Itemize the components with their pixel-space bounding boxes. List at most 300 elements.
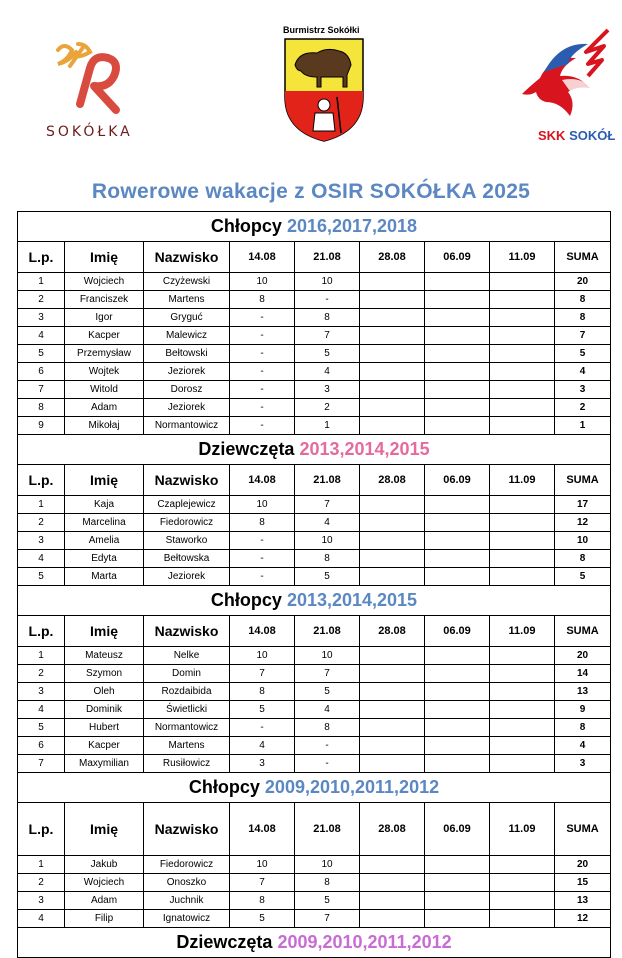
table-cell <box>360 417 425 435</box>
section-label: Chłopcy <box>210 216 287 236</box>
table-cell: - <box>230 568 295 586</box>
table-cell: Franciszek <box>65 291 144 309</box>
skk-falcon-icon <box>500 28 620 128</box>
logos-header <box>0 0 622 178</box>
table-cell: - <box>230 417 295 435</box>
results-sheet <box>17 211 599 958</box>
table-cell <box>490 363 555 381</box>
table-cell: Normantowicz <box>144 417 230 435</box>
section-label: Chłopcy <box>188 777 265 797</box>
sum-cell: 4 <box>555 363 611 381</box>
sum-cell: 8 <box>555 719 611 737</box>
column-header-row <box>18 616 611 647</box>
column-header: L.p. <box>18 465 65 496</box>
table-cell: Dorosz <box>144 381 230 399</box>
table-cell <box>425 910 490 928</box>
table-cell: Rozdaibida <box>144 683 230 701</box>
table-cell: 7 <box>295 665 360 683</box>
table-row <box>18 381 611 399</box>
table-cell <box>490 550 555 568</box>
table-cell: Kaja <box>65 496 144 514</box>
table-cell: 1 <box>18 496 65 514</box>
column-header: SUMA <box>555 616 611 647</box>
column-header: Imię <box>65 616 144 647</box>
table-cell: 7 <box>230 665 295 683</box>
table-cell: 2 <box>295 399 360 417</box>
section-years: 2009,2010,2011,2012 <box>277 932 452 952</box>
table-cell <box>490 496 555 514</box>
column-header: 21.08 <box>295 242 360 273</box>
coat-of-arms-icon <box>281 35 367 143</box>
table-cell: 5 <box>18 568 65 586</box>
table-row <box>18 719 611 737</box>
table-cell: Dominik <box>65 701 144 719</box>
table-row <box>18 874 611 892</box>
column-header: 11.09 <box>490 616 555 647</box>
table-cell: - <box>230 532 295 550</box>
column-header: L.p. <box>18 803 65 856</box>
table-cell <box>360 701 425 719</box>
table-row <box>18 701 611 719</box>
table-cell: 4 <box>18 327 65 345</box>
section-heading <box>18 928 611 958</box>
section-label: Dziewczęta <box>176 932 278 952</box>
table-cell: 10 <box>295 856 360 874</box>
table-row <box>18 345 611 363</box>
table-cell: 9 <box>18 417 65 435</box>
sum-cell: 15 <box>555 874 611 892</box>
table-cell: 2 <box>18 514 65 532</box>
table-cell: 1 <box>295 417 360 435</box>
table-cell: 3 <box>18 309 65 327</box>
column-header: L.p. <box>18 616 65 647</box>
table-cell: 3 <box>18 532 65 550</box>
table-cell: 4 <box>295 701 360 719</box>
sum-cell: 3 <box>555 755 611 773</box>
table-cell: 8 <box>230 683 295 701</box>
table-cell: 7 <box>18 755 65 773</box>
table-cell <box>425 737 490 755</box>
column-header: Imię <box>65 803 144 856</box>
table-cell: Mateusz <box>65 647 144 665</box>
column-header: SUMA <box>555 242 611 273</box>
table-cell: 5 <box>295 683 360 701</box>
table-cell: - <box>230 345 295 363</box>
table-cell: 5 <box>295 345 360 363</box>
table-row <box>18 683 611 701</box>
table-cell: 8 <box>18 399 65 417</box>
table-row <box>18 856 611 874</box>
table-row <box>18 532 611 550</box>
table-cell <box>425 647 490 665</box>
sum-cell: 14 <box>555 665 611 683</box>
table-cell: 7 <box>230 874 295 892</box>
table-cell <box>490 874 555 892</box>
skk-wordmark-red: SKK <box>538 128 566 143</box>
crest-title: Burmistrz Sokółki <box>283 25 360 35</box>
table-row <box>18 291 611 309</box>
table-cell <box>490 910 555 928</box>
column-header: Imię <box>65 242 144 273</box>
table-cell: Normantowicz <box>144 719 230 737</box>
table-cell <box>490 737 555 755</box>
column-header-row <box>18 242 611 273</box>
table-cell <box>425 856 490 874</box>
sum-cell: 5 <box>555 568 611 586</box>
table-cell: Hubert <box>65 719 144 737</box>
column-header: 06.09 <box>425 465 490 496</box>
table-cell: 4 <box>230 737 295 755</box>
table-row <box>18 363 611 381</box>
table-row <box>18 892 611 910</box>
sum-cell: 13 <box>555 892 611 910</box>
section-years: 2009,2010,2011,2012 <box>264 777 440 797</box>
table-cell: Kacper <box>65 737 144 755</box>
table-cell <box>425 417 490 435</box>
sum-cell: 20 <box>555 647 611 665</box>
table-cell: 10 <box>295 647 360 665</box>
table-cell: - <box>230 309 295 327</box>
column-header: 28.08 <box>360 242 425 273</box>
table-cell: - <box>295 755 360 773</box>
table-cell: 8 <box>295 309 360 327</box>
table-cell <box>490 683 555 701</box>
column-header-row <box>18 465 611 496</box>
table-cell: Maxymilian <box>65 755 144 773</box>
table-cell <box>425 568 490 586</box>
table-cell <box>425 665 490 683</box>
table-cell <box>360 874 425 892</box>
table-cell: - <box>230 381 295 399</box>
table-cell <box>360 345 425 363</box>
table-cell <box>425 273 490 291</box>
table-cell: 5 <box>18 345 65 363</box>
table-row <box>18 647 611 665</box>
table-cell: Jeziorek <box>144 399 230 417</box>
sum-cell: 12 <box>555 514 611 532</box>
sum-cell: 1 <box>555 417 611 435</box>
column-header: 28.08 <box>360 616 425 647</box>
table-cell <box>425 514 490 532</box>
table-cell: 7 <box>295 910 360 928</box>
sum-cell: 13 <box>555 683 611 701</box>
skk-sokol-logo <box>500 28 620 146</box>
table-cell: Szymon <box>65 665 144 683</box>
table-cell <box>490 327 555 345</box>
column-header: 28.08 <box>360 803 425 856</box>
table-cell: 4 <box>18 550 65 568</box>
table-cell: Czaplejewicz <box>144 496 230 514</box>
table-cell <box>360 892 425 910</box>
table-cell: 8 <box>295 719 360 737</box>
section-heading <box>18 212 611 242</box>
table-cell: Fiedorowicz <box>144 514 230 532</box>
table-cell <box>360 755 425 773</box>
sum-cell: 8 <box>555 291 611 309</box>
sum-cell: 2 <box>555 399 611 417</box>
sum-cell: 12 <box>555 910 611 928</box>
table-cell: - <box>230 550 295 568</box>
table-cell: Amelia <box>65 532 144 550</box>
table-row <box>18 568 611 586</box>
table-cell: Gryguć <box>144 309 230 327</box>
table-cell: 6 <box>18 737 65 755</box>
table-cell <box>360 381 425 399</box>
table-cell: 4 <box>18 910 65 928</box>
table-cell <box>490 381 555 399</box>
table-cell: 7 <box>18 381 65 399</box>
table-cell <box>425 874 490 892</box>
table-cell: 8 <box>295 874 360 892</box>
table-cell <box>490 345 555 363</box>
table-cell <box>425 701 490 719</box>
table-cell <box>425 399 490 417</box>
table-cell <box>490 399 555 417</box>
table-cell: Rusiłowicz <box>144 755 230 773</box>
column-header: 11.09 <box>490 465 555 496</box>
table-cell: Kacper <box>65 327 144 345</box>
column-header: 06.09 <box>425 803 490 856</box>
table-cell: Ignatowicz <box>144 910 230 928</box>
table-cell <box>490 647 555 665</box>
table-cell <box>490 532 555 550</box>
table-cell: 10 <box>230 856 295 874</box>
section-label: Chłopcy <box>210 590 287 610</box>
column-header: Nazwisko <box>144 465 230 496</box>
column-header: SUMA <box>555 803 611 856</box>
sum-cell: 5 <box>555 345 611 363</box>
table-row <box>18 514 611 532</box>
table-cell: 1 <box>18 647 65 665</box>
table-cell: 5 <box>18 719 65 737</box>
table-cell <box>490 514 555 532</box>
table-cell: 1 <box>18 856 65 874</box>
table-cell: Wojciech <box>65 273 144 291</box>
sum-cell: 20 <box>555 856 611 874</box>
table-row <box>18 399 611 417</box>
table-cell: 4 <box>295 514 360 532</box>
column-header: 11.09 <box>490 242 555 273</box>
results-table <box>17 211 611 958</box>
column-header: Nazwisko <box>144 803 230 856</box>
table-cell: Wojciech <box>65 874 144 892</box>
table-cell <box>425 892 490 910</box>
table-cell: 5 <box>230 701 295 719</box>
table-cell: 7 <box>295 496 360 514</box>
sokolka-emblem-icon <box>40 32 140 122</box>
table-cell: Igor <box>65 309 144 327</box>
table-cell <box>360 568 425 586</box>
table-cell: Malewicz <box>144 327 230 345</box>
sum-cell: 17 <box>555 496 611 514</box>
table-row <box>18 755 611 773</box>
sum-cell: 3 <box>555 381 611 399</box>
table-cell: 3 <box>18 892 65 910</box>
table-cell <box>360 514 425 532</box>
column-header: 28.08 <box>360 465 425 496</box>
table-cell: Martens <box>144 737 230 755</box>
table-cell <box>360 665 425 683</box>
sum-cell: 8 <box>555 309 611 327</box>
table-cell: Witold <box>65 381 144 399</box>
table-row <box>18 910 611 928</box>
table-cell: Filip <box>65 910 144 928</box>
table-cell <box>360 683 425 701</box>
table-cell: 10 <box>230 647 295 665</box>
table-cell <box>490 701 555 719</box>
table-cell <box>425 291 490 309</box>
column-header: 06.09 <box>425 242 490 273</box>
table-cell <box>360 719 425 737</box>
sum-cell: 9 <box>555 701 611 719</box>
column-header: 21.08 <box>295 803 360 856</box>
table-cell <box>425 496 490 514</box>
column-header: 14.08 <box>230 616 295 647</box>
sum-cell: 10 <box>555 532 611 550</box>
table-cell: 1 <box>18 273 65 291</box>
table-cell: - <box>295 291 360 309</box>
table-cell: 3 <box>230 755 295 773</box>
table-cell <box>360 856 425 874</box>
table-cell <box>425 363 490 381</box>
column-header: Nazwisko <box>144 242 230 273</box>
table-cell <box>490 568 555 586</box>
table-cell: Fiedorowicz <box>144 856 230 874</box>
sokolka-wordmark: SOKÓŁKA <box>46 124 133 140</box>
table-row <box>18 417 611 435</box>
table-cell <box>425 381 490 399</box>
table-row <box>18 496 611 514</box>
table-cell <box>425 309 490 327</box>
table-cell: Nelke <box>144 647 230 665</box>
table-cell: Onoszko <box>144 874 230 892</box>
section-label: Dziewczęta <box>198 439 300 459</box>
table-cell: Juchnik <box>144 892 230 910</box>
table-cell: 5 <box>295 892 360 910</box>
table-cell: - <box>230 719 295 737</box>
table-cell: Adam <box>65 892 144 910</box>
table-cell <box>490 892 555 910</box>
table-cell <box>425 683 490 701</box>
table-row <box>18 665 611 683</box>
table-cell <box>490 417 555 435</box>
table-cell <box>490 856 555 874</box>
table-cell: - <box>230 363 295 381</box>
table-cell <box>490 665 555 683</box>
sokolka-logo <box>40 32 140 142</box>
table-cell <box>360 647 425 665</box>
table-cell <box>490 309 555 327</box>
table-cell: 10 <box>295 532 360 550</box>
table-row <box>18 309 611 327</box>
table-cell: Świetlicki <box>144 701 230 719</box>
table-cell: Jeziorek <box>144 568 230 586</box>
sum-cell: 8 <box>555 550 611 568</box>
table-cell: - <box>230 327 295 345</box>
table-cell: 3 <box>295 381 360 399</box>
column-header: 14.08 <box>230 465 295 496</box>
table-cell: Wojtek <box>65 363 144 381</box>
table-cell <box>490 719 555 737</box>
table-cell: 8 <box>295 550 360 568</box>
table-cell <box>490 291 555 309</box>
table-cell: Oleh <box>65 683 144 701</box>
table-cell <box>360 399 425 417</box>
table-cell: 2 <box>18 291 65 309</box>
column-header: SUMA <box>555 465 611 496</box>
table-cell: 5 <box>295 568 360 586</box>
table-cell: 4 <box>18 701 65 719</box>
table-row <box>18 273 611 291</box>
table-cell: Edyta <box>65 550 144 568</box>
table-cell: 7 <box>295 327 360 345</box>
table-cell: 8 <box>230 514 295 532</box>
table-cell: Mikołaj <box>65 417 144 435</box>
table-row <box>18 327 611 345</box>
table-cell <box>360 363 425 381</box>
column-header: 14.08 <box>230 803 295 856</box>
column-header: 21.08 <box>295 465 360 496</box>
table-cell: 8 <box>230 892 295 910</box>
section-heading <box>18 773 611 803</box>
column-header-row <box>18 803 611 856</box>
table-cell <box>425 345 490 363</box>
table-cell: 2 <box>18 874 65 892</box>
skk-wordmark <box>538 128 615 143</box>
table-cell: Czyżewski <box>144 273 230 291</box>
table-cell <box>425 719 490 737</box>
column-header: 06.09 <box>425 616 490 647</box>
table-cell <box>360 496 425 514</box>
section-years: 2016,2017,2018 <box>286 216 418 236</box>
table-cell <box>360 309 425 327</box>
table-cell: Bełtowski <box>144 345 230 363</box>
section-heading <box>18 435 611 465</box>
table-cell <box>360 532 425 550</box>
table-cell: 10 <box>295 273 360 291</box>
table-cell: - <box>230 399 295 417</box>
sum-cell: 4 <box>555 737 611 755</box>
table-cell <box>360 737 425 755</box>
table-cell: 6 <box>18 363 65 381</box>
table-row <box>18 550 611 568</box>
table-cell: - <box>295 737 360 755</box>
table-cell <box>490 273 555 291</box>
table-cell <box>360 550 425 568</box>
table-cell: Domin <box>144 665 230 683</box>
burmistrz-crest <box>281 25 367 143</box>
table-cell: Jakub <box>65 856 144 874</box>
table-cell: 4 <box>295 363 360 381</box>
column-header: 14.08 <box>230 242 295 273</box>
table-cell: 10 <box>230 273 295 291</box>
column-header: 11.09 <box>490 803 555 856</box>
table-cell: Marta <box>65 568 144 586</box>
table-cell: 5 <box>230 910 295 928</box>
sum-cell: 7 <box>555 327 611 345</box>
table-cell: Jeziorek <box>144 363 230 381</box>
section-years: 2013,2014,2015 <box>286 590 418 610</box>
skk-wordmark-blue: SOKÓŁ <box>569 128 616 143</box>
table-cell: 10 <box>230 496 295 514</box>
section-heading <box>18 586 611 616</box>
table-cell: Bełtowska <box>144 550 230 568</box>
table-cell: Marcelina <box>65 514 144 532</box>
table-cell: Staworko <box>144 532 230 550</box>
column-header: Nazwisko <box>144 616 230 647</box>
table-cell: 3 <box>18 683 65 701</box>
table-cell <box>360 910 425 928</box>
